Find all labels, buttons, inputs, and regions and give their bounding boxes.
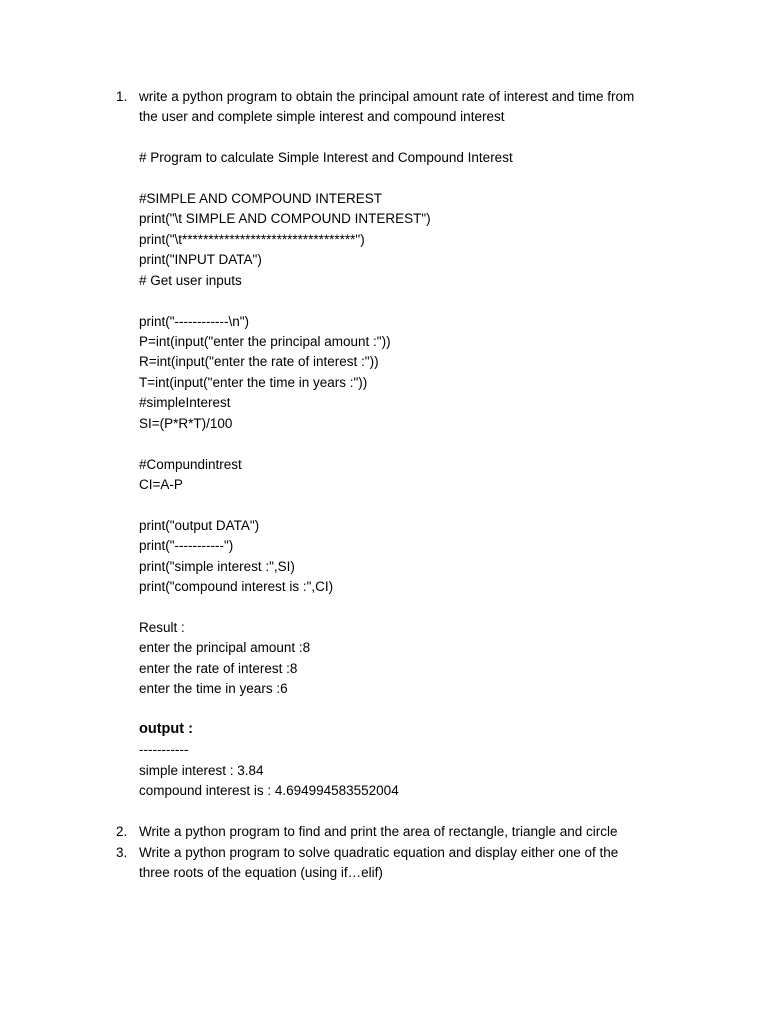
code-line: #SIMPLE AND COMPOUND INTEREST bbox=[139, 191, 383, 206]
code-line: #simpleInterest bbox=[139, 395, 231, 410]
code-line: print("\t SIMPLE AND COMPOUND INTEREST") bbox=[139, 211, 431, 226]
result-line: enter the principal amount :8 bbox=[139, 640, 311, 655]
output-divider: ----------- bbox=[139, 742, 189, 757]
code-line: print("output DATA") bbox=[139, 518, 260, 533]
code-line: print("\t*********************************") bbox=[139, 232, 365, 247]
code-line: # Get user inputs bbox=[139, 273, 242, 288]
code-line: P=int(input("enter the principal amount :")) bbox=[139, 334, 391, 349]
question-text-line: the user and complete simple interest and compound interest bbox=[139, 109, 505, 124]
question-number: 3. bbox=[116, 845, 128, 860]
code-line: print("compound interest is :",CI) bbox=[139, 579, 334, 594]
code-line: SI=(P*R*T)/100 bbox=[139, 416, 233, 431]
code-line: CI=A-P bbox=[139, 477, 183, 492]
result-heading: Result : bbox=[139, 620, 185, 635]
code-line: print("------------\n") bbox=[139, 314, 250, 329]
output-line: simple interest : 3.84 bbox=[139, 763, 264, 778]
question-text-line: Write a python program to solve quadratic equation and display either one of the bbox=[139, 845, 619, 860]
code-line: print("simple interest :",SI) bbox=[139, 559, 295, 574]
code-line: R=int(input("enter the rate of interest :")) bbox=[139, 354, 379, 369]
code-line: print("-----------") bbox=[139, 538, 234, 553]
output-line: compound interest is : 4.694994583552004 bbox=[139, 783, 399, 798]
question-number: 1. bbox=[116, 89, 128, 104]
code-line: print("INPUT DATA") bbox=[139, 252, 262, 267]
question-text-line: Write a python program to find and print the area of rectangle, triangle and circle bbox=[139, 824, 618, 839]
question-text-line: three roots of the equation (using if…elif) bbox=[139, 865, 383, 880]
code-line: T=int(input("enter the time in years :")) bbox=[139, 375, 368, 390]
code-line: #Compundintrest bbox=[139, 457, 242, 472]
question-number: 2. bbox=[116, 824, 128, 839]
output-heading: output : bbox=[139, 721, 193, 737]
code-comment-title: # Program to calculate Simple Interest and Compound Interest bbox=[139, 150, 513, 165]
result-line: enter the time in years :6 bbox=[139, 681, 288, 696]
question-text-line: write a python program to obtain the principal amount rate of interest and time from bbox=[139, 89, 635, 104]
result-line: enter the rate of interest :8 bbox=[139, 661, 298, 676]
